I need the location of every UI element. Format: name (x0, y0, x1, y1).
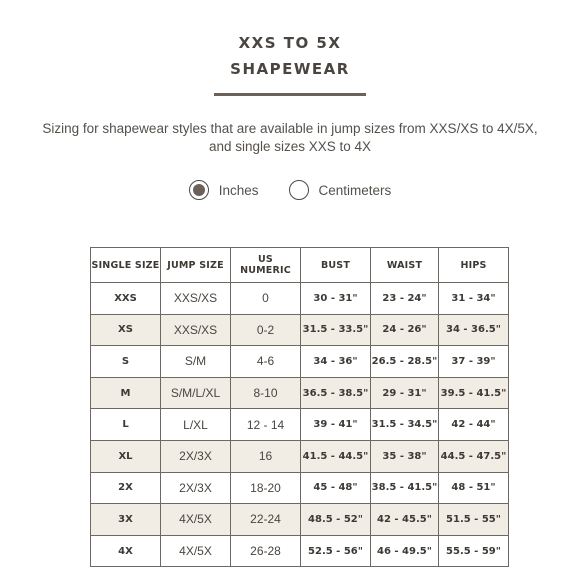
bust-cell: 41.5 - 44.5" (301, 440, 371, 472)
single-size-cell: 4X (91, 535, 161, 567)
size-table (90, 247, 509, 567)
single-size-cell: XS (91, 314, 161, 346)
table-row (91, 283, 509, 315)
jump-size-cell: XXS/XS (161, 314, 231, 346)
table-row (91, 472, 509, 504)
jump-size-cell: 4X/5X (161, 535, 231, 567)
us-numeric-cell: 26-28 (231, 535, 301, 567)
table-row (91, 346, 509, 378)
centimeters-radio[interactable] (289, 180, 309, 200)
waist-cell: 23 - 24" (371, 283, 439, 315)
us-numeric-cell: 18-20 (231, 472, 301, 504)
waist-cell: 38.5 - 41.5" (371, 472, 439, 504)
jump-size-cell: S/M/L/XL (161, 377, 231, 409)
inches-radio[interactable] (189, 180, 209, 200)
jump-size-cell: 4X/5X (161, 504, 231, 536)
single-size-cell: M (91, 377, 161, 409)
hips-cell: 37 - 39" (439, 346, 509, 378)
bust-cell: 48.5 - 52" (301, 504, 371, 536)
single-size-cell: S (91, 346, 161, 378)
jump-size-cell: L/XL (161, 409, 231, 441)
us-numeric-cell: 0-2 (231, 314, 301, 346)
waist-cell: 35 - 38" (371, 440, 439, 472)
table-header-row (91, 248, 509, 283)
jump-size-cell: 2X/3X (161, 440, 231, 472)
waist-cell: 26.5 - 28.5" (371, 346, 439, 378)
header-bust: BUST (301, 248, 371, 283)
waist-cell: 31.5 - 34.5" (371, 409, 439, 441)
waist-cell: 29 - 31" (371, 377, 439, 409)
jump-size-cell: XXS/XS (161, 283, 231, 315)
bust-cell: 30 - 31" (301, 283, 371, 315)
bust-cell: 34 - 36" (301, 346, 371, 378)
hips-cell: 39.5 - 41.5" (439, 377, 509, 409)
table-row (91, 535, 509, 567)
title-divider (214, 93, 366, 96)
single-size-cell: XL (91, 440, 161, 472)
unit-option-centimeters[interactable] (289, 180, 392, 200)
table-row (91, 440, 509, 472)
hips-cell: 44.5 - 47.5" (439, 440, 509, 472)
hips-cell: 55.5 - 59" (439, 535, 509, 567)
centimeters-label: Centimeters (318, 182, 392, 198)
bust-cell: 31.5 - 33.5" (301, 314, 371, 346)
table-row (91, 377, 509, 409)
hips-cell: 48 - 51" (439, 472, 509, 504)
size-description: Sizing for shapewear styles that are available in jump sizes from XXS/XS to 4X/5X, and single sizes XXS to 4X (42, 121, 538, 154)
hips-cell: 31 - 34" (439, 283, 509, 315)
bust-cell: 39 - 41" (301, 409, 371, 441)
us-numeric-cell: 0 (231, 283, 301, 315)
inches-label: Inches (218, 182, 259, 198)
header-hips: HIPS (439, 248, 509, 283)
us-numeric-cell: 12 - 14 (231, 409, 301, 441)
table-row (91, 314, 509, 346)
bust-cell: 45 - 48" (301, 472, 371, 504)
bust-cell: 36.5 - 38.5" (301, 377, 371, 409)
waist-cell: 42 - 45.5" (371, 504, 439, 536)
single-size-cell: L (91, 409, 161, 441)
bust-cell: 52.5 - 56" (301, 535, 371, 567)
us-numeric-cell: 4-6 (231, 346, 301, 378)
title-line-2: SHAPEWEAR (230, 60, 350, 78)
header-jump-size: JUMP SIZE (161, 248, 231, 283)
unit-option-inches[interactable] (189, 180, 259, 200)
hips-cell: 42 - 44" (439, 409, 509, 441)
waist-cell: 24 - 26" (371, 314, 439, 346)
hips-cell: 34 - 36.5" (439, 314, 509, 346)
header-waist: WAIST (371, 248, 439, 283)
us-numeric-cell: 16 (231, 440, 301, 472)
waist-cell: 46 - 49.5" (371, 535, 439, 567)
page-title (0, 30, 580, 82)
unit-selector (0, 180, 580, 200)
table-row (91, 409, 509, 441)
jump-size-cell: 2X/3X (161, 472, 231, 504)
hips-cell: 51.5 - 55" (439, 504, 509, 536)
single-size-cell: XXS (91, 283, 161, 315)
single-size-cell: 3X (91, 504, 161, 536)
title-line-1: XXS TO 5X (238, 34, 342, 52)
size-chart (90, 247, 509, 567)
us-numeric-cell: 8-10 (231, 377, 301, 409)
header-single-size: SINGLE SIZE (91, 248, 161, 283)
header-us-numeric: US NUMERIC (231, 248, 301, 283)
us-numeric-cell: 22-24 (231, 504, 301, 536)
single-size-cell: 2X (91, 472, 161, 504)
jump-size-cell: S/M (161, 346, 231, 378)
table-row (91, 504, 509, 536)
